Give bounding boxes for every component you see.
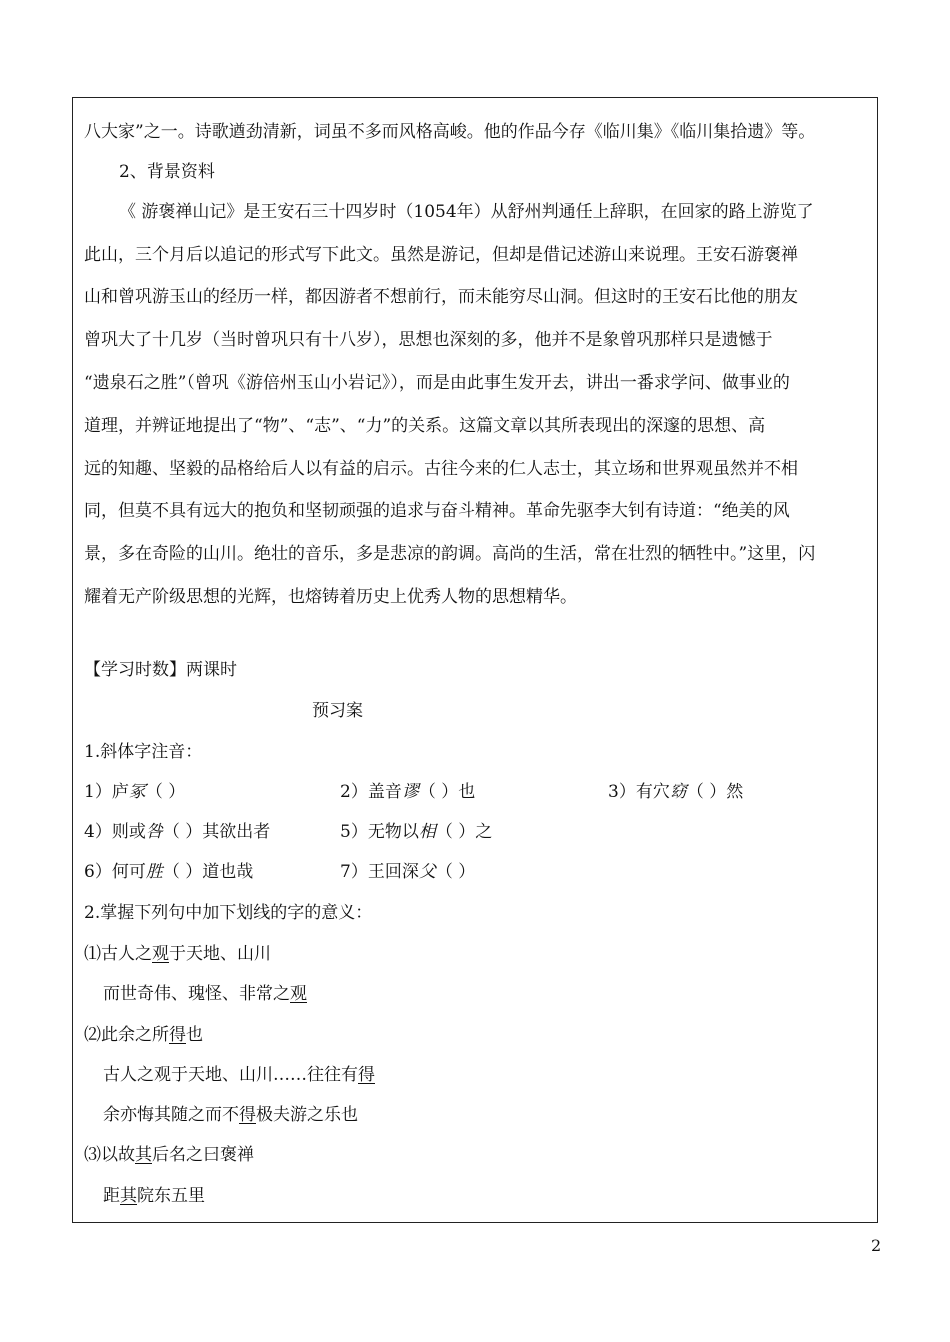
paragraph-line: 同，但莫不具有远大的抱负和坚韧顽强的追求与奋斗精神。革命先驱李大钊有诗道：“绝美的风 (84, 501, 790, 521)
q1-item-number: 1） (84, 782, 112, 802)
sentence-text: 极夫游之乐也 (256, 1105, 358, 1125)
q1-item (84, 781, 185, 803)
q1-answer-blank: （ ）其欲出者 (162, 822, 271, 842)
underlined-word: 观 (290, 984, 307, 1004)
q1-item (84, 861, 253, 883)
underlined-word: 其 (135, 1145, 152, 1165)
q1-item-text: 庐 (111, 782, 129, 802)
q2-sentence (103, 1104, 358, 1126)
sentence-text: 院东五里 (137, 1186, 205, 1206)
q2-sentence (84, 943, 271, 965)
q1-item-number: 4） (84, 822, 112, 842)
q1-italic-char: 胜 (145, 862, 163, 882)
q2-sentence (84, 1144, 254, 1166)
underlined-word: 观 (152, 944, 169, 964)
sentence-text: 此余之所 (101, 1025, 169, 1045)
q2-group-number: ⑵ (84, 1025, 101, 1045)
q1-item-text: 则或 (111, 822, 146, 842)
paragraph-line: 此山，三个月后以追记的形式写下此文。虽然是游记，但却是借记述游山来说理。王安石游褒禅 (84, 245, 798, 265)
q2-group-number: ⑶ (84, 1145, 101, 1165)
q1-answer-blank: （ ）然 (686, 782, 744, 802)
q2-group-number: ⑴ (84, 944, 101, 964)
q1-item-number: 7） (340, 862, 368, 882)
preview-title: 预习案 (312, 701, 363, 721)
q1-item-number: 5） (340, 822, 368, 842)
sentence-text: 距 (103, 1186, 120, 1206)
paragraph-line: 《 游褒禅山记》是王安石三十四岁时（1054年）从舒州判通任上辞职，在回家的路上游览了 (119, 202, 814, 222)
q1-item (340, 821, 492, 843)
q1-item-number: 6） (84, 862, 112, 882)
intro-line-1: 八大家”之一。诗歌遒劲清新，词虽不多而风格高峻。他的作品今存《临川集》《临川集拾遗》等。 (84, 122, 816, 142)
q1-answer-blank: （ ）道也哉 (162, 862, 254, 882)
sentence-text: 于天地、山川 (169, 944, 271, 964)
q1-answer-blank: （ ） (145, 782, 186, 802)
q1-answer-blank: （ ）也 (418, 782, 476, 802)
q1-answer-blank: （ ） (435, 862, 476, 882)
q1-item-text: 无物以 (367, 822, 419, 842)
q1-italic-char: 父 (418, 862, 436, 882)
sentence-text: 也 (186, 1025, 203, 1045)
study-hours: 【学习时数】两课时 (84, 660, 237, 680)
q1-item (84, 821, 270, 843)
q2-sentence (84, 1024, 203, 1046)
paragraph-line: 景，多在奇险的山川。绝壮的音乐，多是悲凉的韵调。高尚的生活，常在壮烈的牺牲中。”这里，闪 (84, 544, 816, 564)
sentence-text: 以故 (101, 1145, 135, 1165)
paragraph-line: 曾巩大了十几岁（当时曾巩只有十八岁），思想也深刻的多，他并不是象曾巩那样只是遗憾于 (84, 330, 773, 350)
sentence-text: 后名之曰褒禅 (152, 1145, 254, 1165)
paragraph-line: 山和曾巩游玉山的经历一样，都因游者不想前行，而未能穷尽山洞。但这时的王安石比他的朋友 (84, 287, 798, 307)
q1-item (340, 781, 475, 803)
sentence-text: 古人之观于天地、山川……往往有 (103, 1065, 358, 1085)
q1-item (608, 781, 743, 803)
q2-sentence (103, 983, 307, 1005)
q1-item-number: 2） (340, 782, 368, 802)
q1-item-text: 有穴 (635, 782, 670, 802)
q1-item-text: 王回深 (367, 862, 419, 882)
q2-title: 2.掌握下列句中加下划线的字的意义： (84, 903, 373, 923)
underlined-word: 其 (120, 1186, 137, 1206)
q1-item-number: 3） (608, 782, 636, 802)
paragraph-line: 道理，并辨证地提出了“物”、“志”、“力”的关系。这篇文章以其所表现出的深邃的思想、高 (84, 416, 766, 436)
sentence-text: 余亦悔其随之而不 (103, 1105, 239, 1125)
q2-sentence (103, 1064, 375, 1086)
q1-item-text: 盖音 (367, 782, 402, 802)
paragraph-line: 远的知趣、坚毅的品格给后人以有益的启示。古往今来的仁人志士，其立场和世界观虽然并不相 (84, 459, 798, 479)
q1-italic-char: 咎 (145, 822, 163, 842)
q1-italic-char: 谬 (401, 782, 419, 802)
q1-italic-char: 冢 (128, 782, 146, 802)
sentence-text: 而世奇伟、瑰怪、非常之 (103, 984, 290, 1004)
q1-answer-blank: （ ）之 (435, 822, 493, 842)
paragraph-line: 耀着无产阶级思想的光辉，也熔铸着历史上优秀人物的思想精华。 (84, 587, 577, 607)
underlined-word: 得 (239, 1105, 256, 1125)
sentence-text: 古人之 (101, 944, 152, 964)
paragraph-line: “遗泉石之胜”（曾巩《游倍州玉山小岩记》），而是由此事生发开去，讲出一番求学问、做事业的 (84, 373, 790, 393)
q1-item-text: 何可 (111, 862, 146, 882)
page-number: 2 (871, 1236, 882, 1255)
q1-italic-char: 相 (418, 822, 436, 842)
underlined-word: 得 (358, 1065, 375, 1085)
underlined-word: 得 (169, 1025, 186, 1045)
background-heading: 2、背景资料 (119, 162, 215, 182)
q2-sentence (103, 1185, 205, 1207)
q1-italic-char: 窈 (669, 782, 687, 802)
q1-title: 1.斜体字注音： (84, 742, 203, 762)
q1-item (340, 861, 475, 883)
